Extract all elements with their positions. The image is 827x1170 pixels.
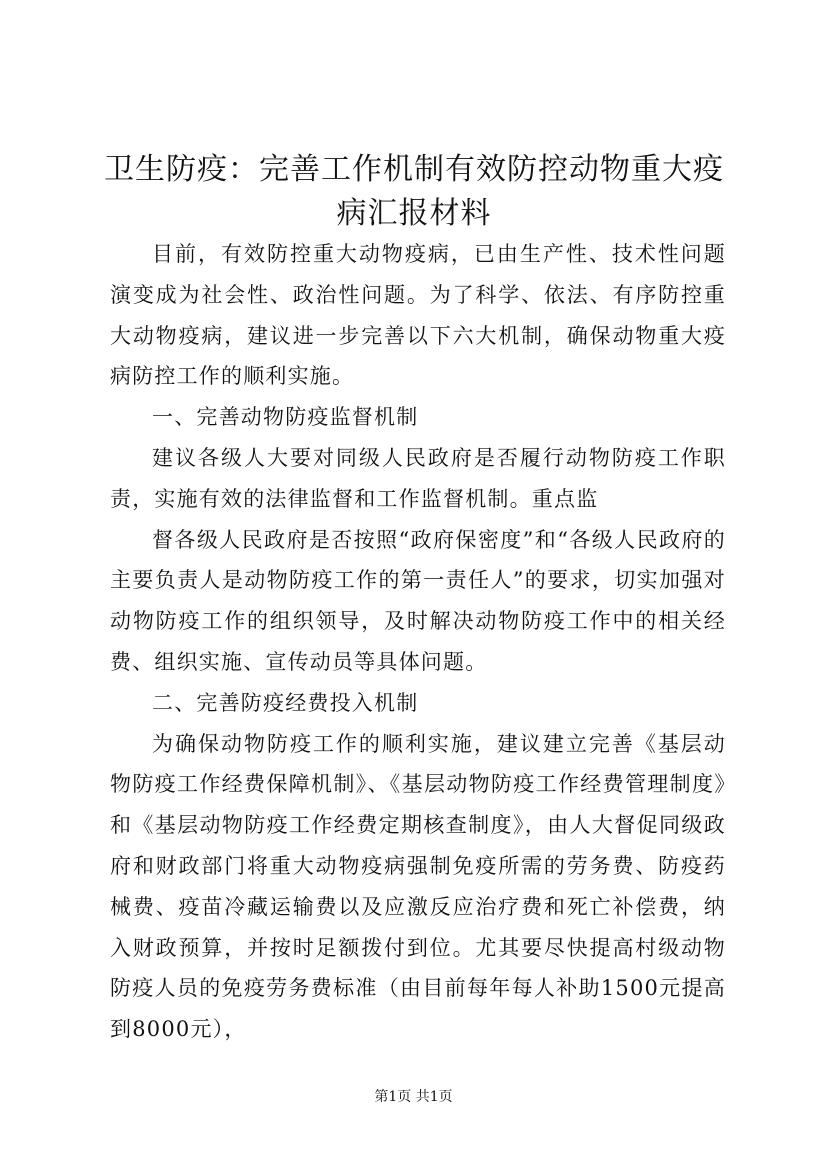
paragraph-section1-a: 建议各级人大要对同级人民政府是否履行动物防疫工作职责，实施有效的法律监督和工作监督机制。重点监	[110, 445, 726, 511]
section-heading-2: 二、完善防疫经费投入机制	[152, 690, 419, 715]
paragraph-intro: 目前，有效防控重大动物疫病，已由生产性、技术性问题演变成为社会性、政治性问题。为了科学、依法、有序防控重大动物疫病，建议进一步完善以下六大机制，确保动物重大疫病防控工作的顺利实施。	[110, 242, 726, 389]
page-number-footer: 第1页 共1页	[374, 1089, 453, 1105]
paragraph-section2: 为确保动物防疫工作的顺利实施，建议建立完善《基层动物防疫工作经费保障机制》、《基层动物防疫工作经费管理制度》和《基层动物防疫工作经费定期核查制度》，由人大督促同级政府和财政部门将重大动物疫病强制免疫所需的劳务费、防疫药械费、疫苗冷藏运输费以及应激反应治疗费和死亡补偿费，纳入财政预算，并按时足额拨付到位。尤其要尽快提高村级动物防疫人员的免疫劳务费标准（由目前每年每人补助1500元提高到8000元），	[110, 731, 726, 1042]
paragraph-section1-b: 督各级人民政府是否按照“政府保密度”和“各级人民政府的主要负责人是动物防疫工作的第一责任人”的要求，切实加强对动物防疫工作的组织领导，及时解决动物防疫工作中的相关经费、组织实施、宣传动员等具体问题。	[110, 527, 726, 674]
document-body	[110, 234, 726, 1050]
document-title: 卫生防疫：完善工作机制有效防控动物重大疫病汇报材料	[104, 152, 724, 231]
section-heading-1: 一、完善动物防疫监督机制	[152, 405, 419, 430]
